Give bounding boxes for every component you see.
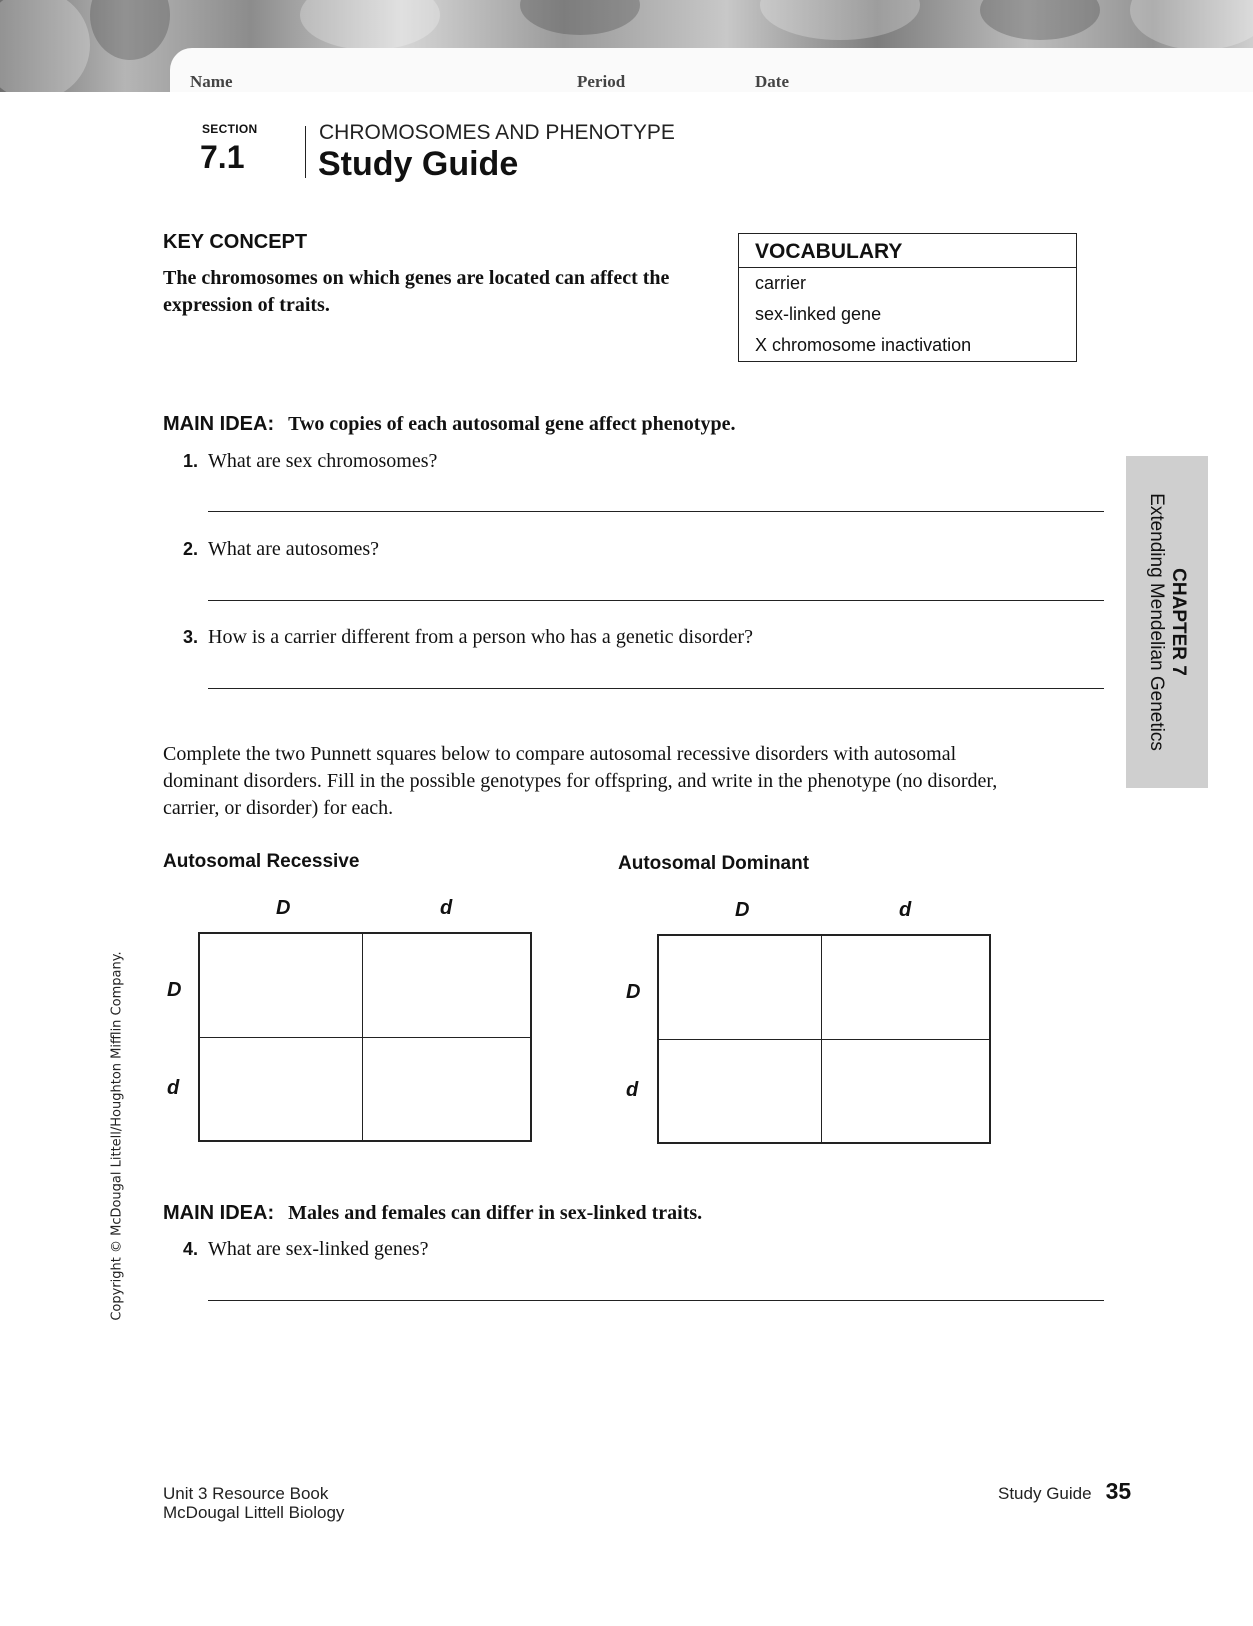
footer-line-2: McDougal Littell Biology: [163, 1503, 345, 1522]
punnett-cell[interactable]: [822, 936, 989, 1040]
allele-label: d: [626, 1079, 639, 1101]
question-number: 3.: [182, 627, 198, 647]
vocabulary-heading: VOCABULARY: [739, 234, 1076, 268]
section-divider: [305, 126, 306, 178]
section-label: SECTION: [202, 122, 258, 136]
punnett-cell[interactable]: [659, 936, 822, 1040]
period-label: Period: [577, 72, 626, 91]
punnett-dominant-title: Autosomal Dominant: [618, 853, 810, 874]
footer-book-info: [163, 1484, 344, 1522]
allele-label: D: [276, 897, 291, 919]
main-idea-text: Two copies of each autosomal gene affect phenotype.: [288, 413, 736, 435]
question-number: 4.: [182, 1239, 198, 1259]
allele-label: D: [626, 981, 641, 1003]
answer-line[interactable]: [208, 1300, 1104, 1301]
allele-label: d: [899, 899, 912, 921]
name-label: Name: [190, 72, 233, 91]
section-topic: CHROMOSOMES AND PHENOTYPE: [319, 121, 675, 144]
question-text: What are sex-linked genes?: [208, 1238, 429, 1260]
punnett-cell[interactable]: [659, 1040, 822, 1142]
punnett-cell[interactable]: [200, 934, 363, 1038]
date-label: Date: [755, 72, 789, 91]
question-number: 1.: [182, 451, 198, 471]
vocabulary-item: sex-linked gene: [755, 304, 882, 324]
vocabulary-item: X chromosome inactivation: [755, 335, 972, 355]
footer-line-1: Unit 3 Resource Book: [163, 1484, 329, 1503]
punnett-cell[interactable]: [363, 1038, 530, 1140]
punnett-cell[interactable]: [363, 934, 530, 1038]
vocabulary-box: [738, 233, 1077, 362]
punnett-dominant-grid: [657, 934, 991, 1144]
punnett-recessive-grid: [198, 932, 532, 1142]
allele-label: D: [735, 899, 750, 921]
question-text: What are sex chromosomes?: [208, 450, 438, 472]
allele-label: d: [167, 1077, 180, 1099]
page-number: 35: [1105, 1478, 1132, 1504]
punnett-instructions: Complete the two Punnett squares below to compare autosomal recessive disorders with autosomal dominant disorders. Fill in the possible genotypes for offspring, and write in the phenotype (no disorder, carrier, or disorder) for each.: [163, 743, 998, 819]
main-idea-label: MAIN IDEA:: [163, 1202, 275, 1224]
main-idea-1: [163, 413, 735, 436]
allele-label: D: [167, 979, 182, 1001]
main-idea-text: Males and females can differ in sex-linked traits.: [288, 1202, 703, 1224]
allele-label: d: [440, 897, 453, 919]
key-concept-heading: KEY CONCEPT: [163, 231, 308, 253]
section-number: 7.1: [200, 139, 245, 175]
answer-line[interactable]: [208, 511, 1104, 512]
footer-page-info: [998, 1478, 1131, 1505]
punnett-cell[interactable]: [200, 1038, 363, 1140]
question-number: 2.: [182, 539, 198, 559]
question-text: What are autosomes?: [208, 538, 380, 560]
vocabulary-item: carrier: [755, 273, 807, 293]
page-title: Study Guide: [318, 145, 519, 183]
chapter-label: CHAPTER 7: [1168, 568, 1189, 676]
question-text: How is a carrier different from a person who has a genetic disorder?: [208, 626, 753, 648]
header-strip: [170, 48, 1253, 92]
answer-line[interactable]: [208, 688, 1104, 689]
copyright-notice: Copyright © McDougal Littell/Houghton Mifflin Company.: [109, 951, 125, 1321]
main-idea-label: MAIN IDEA:: [163, 413, 275, 435]
chapter-side-tab: [1126, 456, 1208, 788]
punnett-recessive-title: Autosomal Recessive: [163, 851, 360, 872]
chapter-title: Extending Mendelian Genetics: [1146, 493, 1167, 751]
key-concept-text: The chromosomes on which genes are located can affect the expression of traits.: [163, 267, 670, 316]
main-idea-2: [163, 1202, 702, 1225]
footer-label: Study Guide: [998, 1484, 1092, 1503]
answer-line[interactable]: [208, 600, 1104, 601]
punnett-cell[interactable]: [822, 1040, 989, 1142]
